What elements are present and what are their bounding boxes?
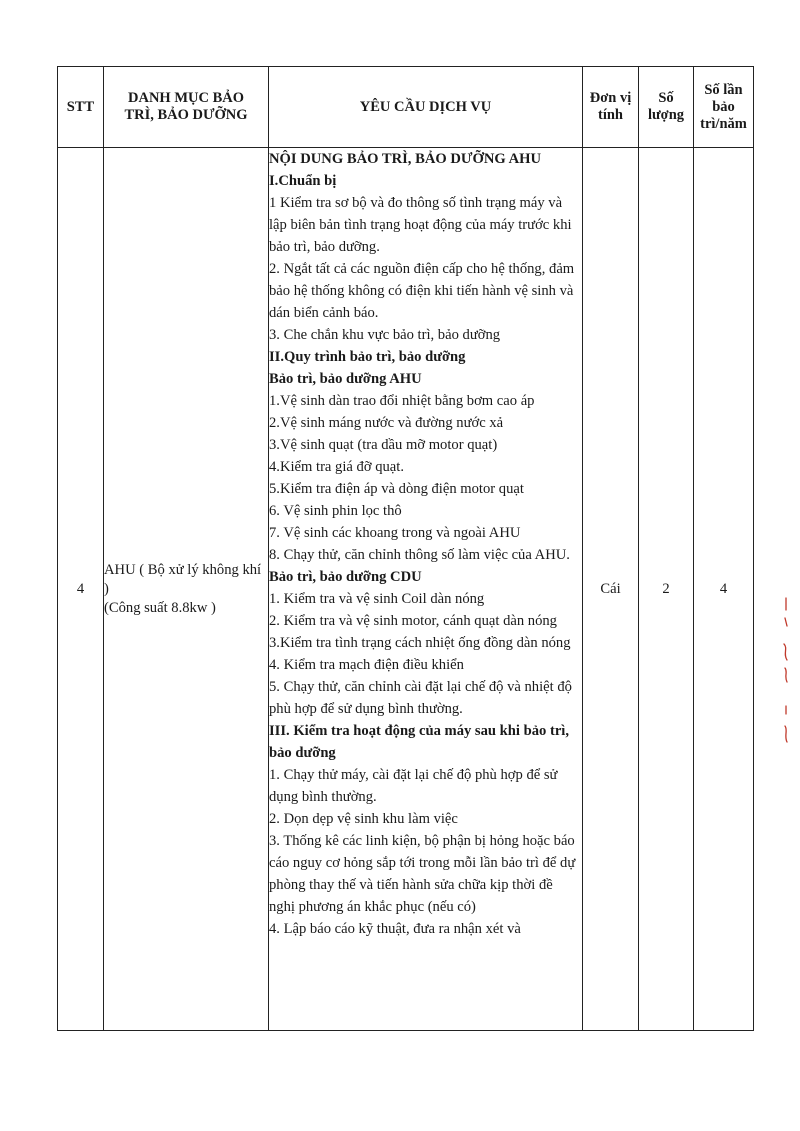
requirement-item: 5.Kiểm tra điện áp và dòng điện motor quạt: [269, 481, 524, 497]
row-requirements: [269, 148, 583, 1031]
requirement-item: 5. Chạy thử, căn chỉnh cài đặt lại chế độ và nhiệt độ phù hợp để sử dụng bình thường.: [269, 679, 572, 717]
header-stt: STT: [58, 67, 104, 148]
requirement-item: 2. Kiểm tra và vệ sinh motor, cánh quạt dàn nóng: [269, 613, 557, 629]
requirement-heading: III. Kiểm tra hoạt động của máy sau khi bảo trì, bảo dưỡng: [269, 723, 570, 761]
requirement-heading: NỘI DUNG BẢO TRÌ, BẢO DƯỠNG AHU: [269, 151, 542, 167]
requirement-item: 8. Chạy thử, căn chỉnh thông số làm việc của AHU.: [269, 547, 570, 563]
requirement-item: 3. Che chắn khu vực bảo trì, bảo dưỡng: [269, 327, 501, 343]
header-requirements: YÊU CẦU DỊCH VỤ: [269, 67, 583, 148]
requirement-item: 3. Thống kê các linh kiện, bộ phận bị hỏng hoặc báo cáo nguy cơ hỏng sắp tới trong mỗi lần bảo trì để dự phòng thay thế và tiến hành sửa chữa kịp thời đề nghị phương án khắc phục (nếu có): [269, 833, 576, 915]
requirement-item: 2.Vệ sinh máng nước và đường nước xả: [269, 415, 504, 431]
requirement-item: 1. Chạy thử máy, cài đặt lại chế độ phù hợp để sử dụng bình thường.: [269, 767, 558, 805]
header-unit: Đơn vị tính: [583, 67, 639, 148]
ink-stroke: [784, 598, 787, 742]
requirement-item: 3.Kiểm tra tình trạng cách nhiệt ống đồng dàn nóng: [269, 635, 571, 651]
requirement-item: 1.Vệ sinh dàn trao đổi nhiệt bằng bơm cao áp: [269, 393, 535, 409]
header-category: DANH MỤC BẢO TRÌ, BẢO DƯỠNG: [104, 67, 269, 148]
requirement-item: 6. Vệ sinh phin lọc thô: [269, 503, 402, 519]
category-name: AHU ( Bộ xử lý không khí ): [104, 561, 262, 597]
header-quantity: Số lượng: [639, 67, 694, 148]
table-row: [58, 148, 754, 1031]
requirement-item: 2. Ngắt tất cả các nguồn điện cấp cho hệ thống, đảm bảo hệ thống không có điện khi tiến hành vệ sinh và dán biển cảnh báo.: [269, 261, 575, 321]
requirement-item: 3.Vệ sinh quạt (tra dầu mỡ motor quạt): [269, 437, 498, 453]
requirement-heading: Bảo trì, bảo dưỡng CDU: [269, 569, 422, 585]
requirement-item: 4.Kiểm tra giá đỡ quạt.: [269, 459, 404, 475]
row-quantity: 2: [639, 148, 694, 1031]
requirements-list: [269, 148, 582, 940]
category-capacity: (Công suất 8.8kw ): [104, 599, 216, 616]
header-row: [58, 67, 754, 148]
requirement-heading: II.Quy trình bảo trì, bảo dưỡng: [269, 349, 466, 365]
requirement-heading: Bảo trì, bảo dưỡng AHU: [269, 371, 422, 387]
row-frequency: 4: [694, 148, 754, 1031]
requirement-heading: I.Chuẩn bị: [269, 173, 337, 189]
requirement-item: 4. Lập báo cáo kỹ thuật, đưa ra nhận xét và: [269, 921, 521, 937]
margin-handwriting-mark: [779, 596, 793, 756]
requirement-item: 1 Kiểm tra sơ bộ và đo thông số tình trạng máy và lập biên bản tình trạng hoạt động của máy trước khi bảo trì, bảo dưỡng.: [269, 195, 572, 255]
header-frequency: Số lần bảo trì/năm: [694, 67, 754, 148]
requirement-item: 2. Dọn dẹp vệ sinh khu làm việc: [269, 811, 458, 827]
row-stt: 4: [58, 148, 104, 1031]
row-category: [104, 148, 269, 1031]
requirement-item: 4. Kiểm tra mạch điện điều khiển: [269, 657, 464, 673]
requirement-item: 1. Kiểm tra và vệ sinh Coil dàn nóng: [269, 591, 485, 607]
row-unit: Cái: [583, 148, 639, 1031]
requirement-item: 7. Vệ sinh các khoang trong và ngoài AHU: [269, 525, 521, 541]
maintenance-table: [57, 66, 754, 1031]
